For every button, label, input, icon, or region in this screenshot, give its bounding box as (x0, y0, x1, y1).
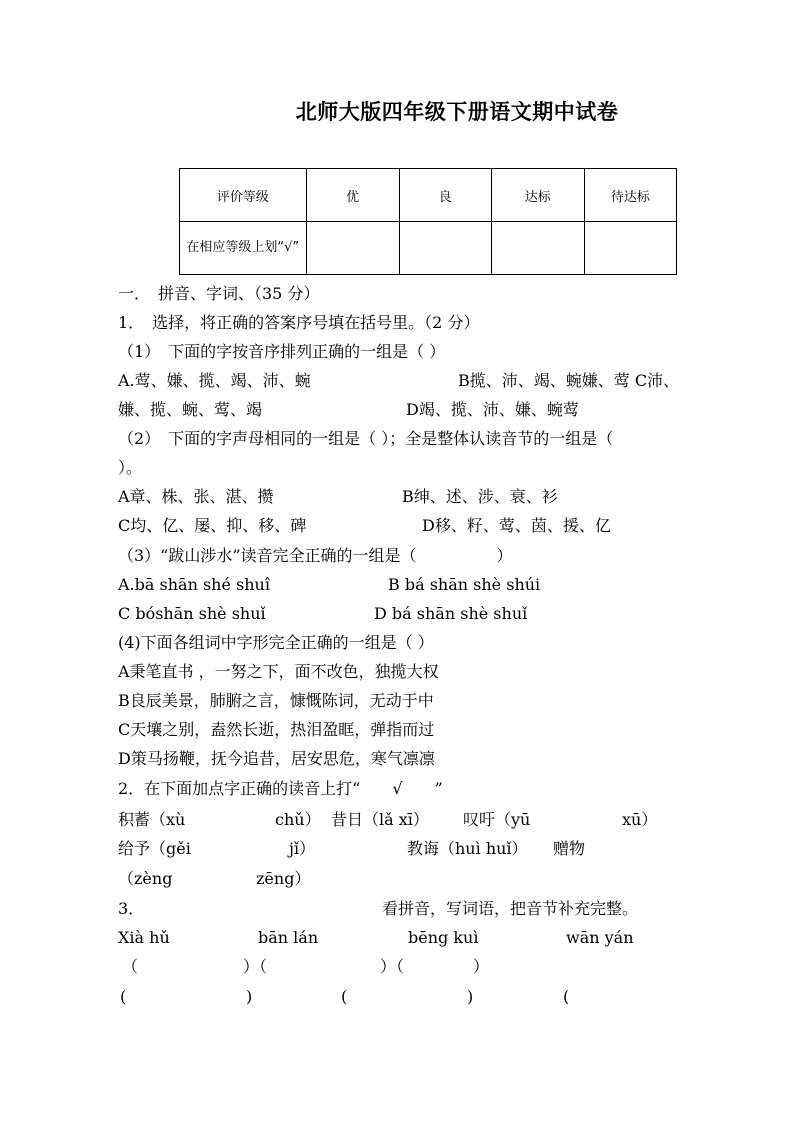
evaluation-mark-row (180, 222, 677, 275)
grade-excellent: 优 (306, 169, 399, 222)
word-pinyin-item: 给予（gěi (118, 839, 191, 858)
answer-bracket: ( (120, 987, 127, 1006)
question-1-4: (4)下面各组词中字形完全正确的一组是（ ） (118, 633, 434, 652)
option-b: B揽、沛、竭、蜿嫌、莺 C沛、 (458, 371, 680, 390)
option-a: A.莺、嫌、揽、竭、沛、蜿 (118, 371, 311, 390)
option-c: C均、亿、屡、抑、移、碑 (118, 516, 307, 535)
question-3-text: 看拼音，写词语，把音节补充完整。 (382, 899, 639, 918)
mark-cell-excellent[interactable] (306, 222, 399, 275)
answer-bracket: （ (122, 957, 139, 976)
option-b: B bá shān shè shúi (388, 575, 541, 594)
pinyin-prompt: wān yán (566, 928, 634, 947)
word-pinyin-item: 积蓄（xù (118, 810, 186, 829)
page-title: 北师大版四年级下册语文期中试卷 (295, 100, 619, 124)
option-a: A秉笔直书 ，一努之下，面不改色，独揽大权 (118, 662, 439, 681)
option-a: A.bā shān shé shuî (118, 575, 270, 594)
mark-cell-to-pass[interactable] (584, 222, 676, 275)
answer-bracket: ) (246, 987, 253, 1006)
mark-cell-pass[interactable] (491, 222, 584, 275)
option-c: C天壤之别，盍然长逝，热泪盈眶，弹指而过 (118, 720, 435, 739)
word-pinyin-item: jǐ） (289, 839, 316, 858)
option-b: B良辰美景，肺腑之言，慷慨陈词，无动于中 (118, 691, 434, 710)
answer-bracket: ） (473, 957, 490, 976)
option-d: D竭、揽、沛、嫌、蜿莺 (406, 400, 579, 419)
option-d: D bá shān shè shuǐ (374, 604, 528, 623)
option-d: D移、籽、莺、茵、援、亿 (422, 516, 611, 535)
option-d: D策马扬鞭，抚今追昔，居安思危，寒气凛凛 (118, 749, 435, 768)
question-1-3: （3）“跋山涉水”读音完全正确的一组是（ ） (118, 546, 513, 565)
word-pinyin-item: （zèng (118, 869, 173, 888)
word-pinyin-item: 赠物 (553, 839, 586, 858)
grade-to-pass: 待达标 (584, 169, 676, 222)
option-c: C bóshān shè shuǐ (118, 604, 266, 623)
option-a: A章、株、张、湛、攒 (118, 487, 274, 506)
pinyin-prompt: Xià hǔ (118, 928, 170, 947)
evaluation-label: 评价等级 (180, 169, 307, 222)
word-pinyin-item: 叹吁（yū (463, 810, 531, 829)
grade-good: 良 (399, 169, 491, 222)
evaluation-header-row (180, 169, 677, 222)
answer-bracket: ）（ (243, 957, 268, 976)
word-pinyin-item: xū） (622, 810, 658, 829)
mark-cell-good[interactable] (399, 222, 491, 275)
question-1-1: （1） 下面的字按音序排列正确的一组是（ ） (118, 342, 446, 361)
mark-instruction: 在相应等级上划“√” (180, 222, 307, 275)
word-pinyin-item: zēng） (256, 869, 311, 888)
question-3-number: 3． (118, 899, 145, 918)
pinyin-prompt: bān lán (258, 928, 319, 947)
pinyin-prompt: bēng kuì (408, 928, 479, 947)
question-1: 1． 选择，将正确的答案序号填在括号里。（2 分） (118, 313, 480, 332)
word-pinyin-item: 教诲（huì huǐ） (407, 839, 528, 858)
question-1-2-cont: ）。 (118, 458, 143, 477)
answer-bracket: ( (341, 987, 348, 1006)
section-heading: 一． 拼音、字词、（35 分） (118, 284, 320, 303)
word-pinyin-item: 昔日（lǎ xī） (331, 810, 429, 829)
answer-bracket: ）（ (380, 957, 405, 976)
question-2: 2．在下面加点字正确的读音上打“ √ ” (118, 779, 443, 798)
word-pinyin-item: chǔ） (275, 810, 321, 829)
answer-bracket: ) (467, 987, 474, 1006)
option-b: B绅、述、涉、衰、衫 (402, 487, 558, 506)
question-1-2: （2） 下面的字声母相同的一组是（ ）；全是整体认读音节的一组是（ (118, 429, 614, 448)
evaluation-table (179, 168, 677, 275)
grade-pass: 达标 (491, 169, 584, 222)
option-c-cont: 嫌、揽、蜿、莺、竭 (118, 400, 263, 419)
answer-bracket: ( (563, 987, 570, 1006)
